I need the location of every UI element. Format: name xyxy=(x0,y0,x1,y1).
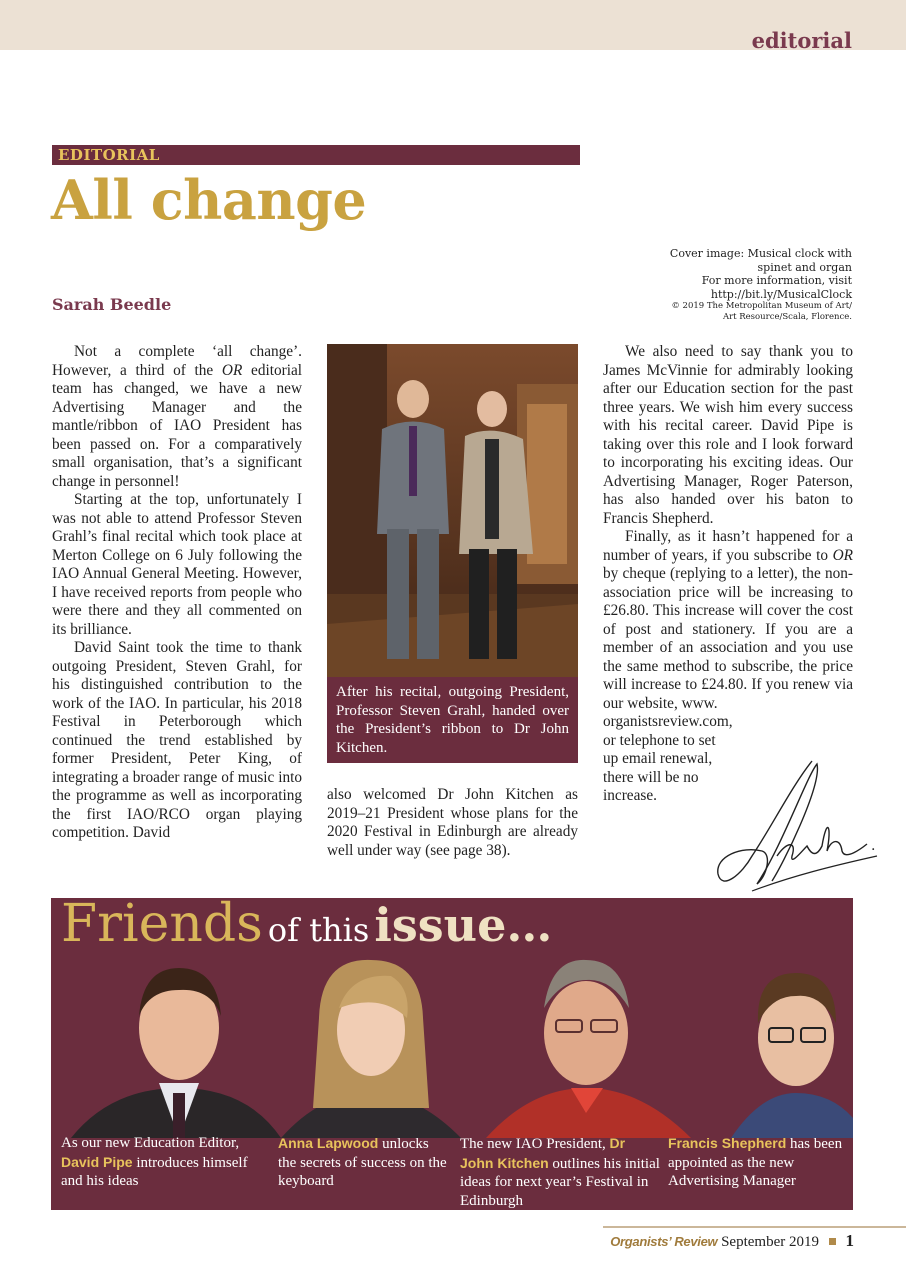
article-column-1 xyxy=(52,343,302,843)
friend-caption-francis-shepherd: Francis Shepherd has been appointed as the new Advertising Manager xyxy=(668,1135,843,1189)
paragraph: also welcomed Dr John Kitchen as 2019–21 President whose plans for the 2020 Festival in Edinburgh are already well under way (see page 38). xyxy=(327,786,578,859)
author-byline: Sarah Beedle xyxy=(52,295,172,314)
footer-bullet xyxy=(829,1238,836,1245)
cover-copyright: © 2019 The Metropolitan Museum of Art/ xyxy=(671,301,852,311)
kicker-label: EDITORIAL xyxy=(58,146,160,164)
decorative-dot: . xyxy=(871,838,876,854)
cover-credit-link[interactable]: http://bit.ly/MusicalClock xyxy=(710,287,852,301)
article-title: All change xyxy=(51,168,367,232)
friends-panel xyxy=(51,898,853,1210)
presidents-photo xyxy=(327,344,578,677)
friend-caption-john-kitchen: The new IAO President, Dr John Kitchen outlines his initial ideas for next year’s Festival in Edinburgh xyxy=(460,1135,660,1209)
friend-caption-anna-lapwood: Anna Lapwood unlocks the secrets of success on the keyboard xyxy=(278,1135,447,1189)
portrait-john-kitchen xyxy=(486,960,691,1138)
section-label: editorial xyxy=(751,28,852,53)
footer-rule xyxy=(603,1226,906,1228)
friend-name: David Pipe xyxy=(61,1153,133,1170)
article-column-3 xyxy=(603,343,853,806)
photo-caption: After his recital, outgoing President, Professor Steven Grahl, handed over the President’s ribbon to Dr John Kitchen. xyxy=(327,677,578,763)
friend-name: Anna Lapwood xyxy=(278,1135,379,1151)
paragraph: Not a complete ‘all change’. However, a third of the OR editorial team has changed, we have a new Advertising Manager and the mantle/ribbon of IAO President has been passed on. For a comparatively small organisation, that’s a significant change in personnel! xyxy=(52,343,303,490)
contributor-portraits xyxy=(51,938,853,1138)
cover-copyright: Art Resource/Scala, Florence. xyxy=(722,312,852,322)
page-number: 1 xyxy=(845,1231,854,1250)
friend-name: Francis Shepherd xyxy=(668,1135,787,1151)
cover-credit-line: For more information, visit xyxy=(701,274,852,287)
signature-image xyxy=(712,756,882,896)
cover-credit-line: Cover image: Musical clock with xyxy=(669,247,852,260)
article-column-2 xyxy=(327,786,578,860)
friends-title: Friends of this issue… xyxy=(61,898,553,954)
kicker-bar xyxy=(52,145,580,165)
paragraph: Finally, as it hasn’t happened for a number of years, if you subscribe to OR by cheque (replying to a letter), the non-association price will be increasing to £26.80. This increase will cover the cost of post and stationery. If you are a member of an association and you use the same method to subscribe, the price will increase to £24.80. If you renew via our website, www. xyxy=(603,528,853,712)
magazine-name: Organists’ Review xyxy=(610,1234,718,1249)
friend-caption-david-pipe: As our new Education Editor, David Pipe introduces himself and his ideas xyxy=(61,1135,248,1189)
portrait-david-pipe xyxy=(71,968,281,1138)
issue-date: September 2019 xyxy=(721,1234,819,1250)
paragraph: We also need to say thank you to James McVinnie for admirably looking after our Education section for the past three years. We wish him every success with his recital career. David Pipe is taking over this role and I look forward to incorporating his exciting ideas. Our Advertising Manager, Roger Paterson, has also handed over his baton to Francis Shepherd. xyxy=(603,343,853,527)
cover-credit xyxy=(612,247,852,323)
cover-credit-line: spinet and organ xyxy=(757,260,852,274)
portrait-anna-lapwood xyxy=(281,960,461,1138)
paragraph: David Saint took the time to thank outgoing President, Steven Grahl, for his distinguished contribution to the work of the IAO. In particular, his 2018 Festival in Peterborough which continued the trend established by former President, Peter King, of integrating a broader range of music into the programme as well as incorporating the first IAO/RCO organ playing competition. David xyxy=(52,639,302,841)
friend-name: Dr John Kitchen xyxy=(460,1135,626,1171)
portrait-francis-shepherd xyxy=(731,973,853,1138)
paragraph: Starting at the top, unfortunately I was not able to attend Professor Steven Grahl’s final recital which took place at Merton College on 6 July following the IAO Annual General Meeting. However, I have received reports from people who were there and they all commented on its brilliance. xyxy=(52,491,302,638)
page-footer xyxy=(610,1231,854,1251)
paragraph-tail: organistsreview.com, or telephone to set up email renewal, there will be no increase. xyxy=(603,713,733,804)
